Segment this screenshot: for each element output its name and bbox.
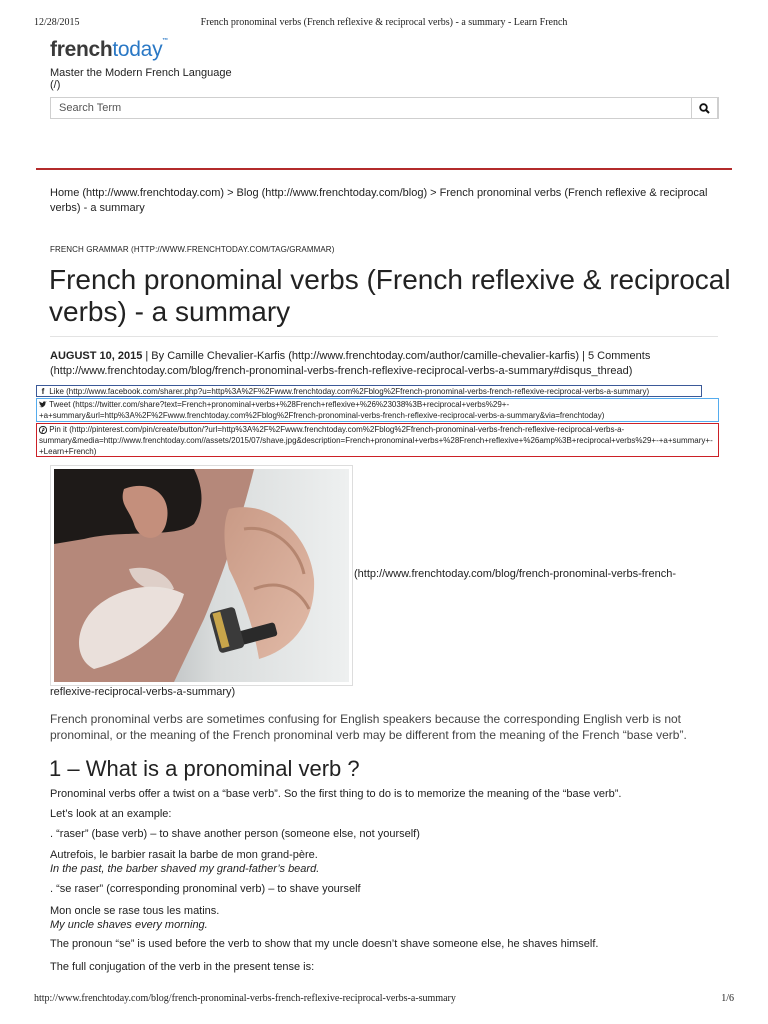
logo-part-1: french [50, 38, 113, 61]
breadcrumb[interactable]: Home (http://www.frenchtoday.com) > Blog (http://www.frenchtoday.com/blog) > French pronominal verbs (French reflexive & reciprocal verbs) - a summary [50, 187, 708, 214]
example-2-french: Mon oncle se rase tous les matins. [50, 905, 220, 917]
search-input[interactable]: Search Term [59, 102, 122, 114]
intro-paragraph: French pronominal verbs are sometimes confusing for English speakers because the corresponding English verb is not pronominal, or the meaning of the French pronominal verb may be different from the meaning of the French “base verb”. [50, 712, 687, 742]
search-button[interactable] [691, 97, 718, 119]
title-divider [50, 336, 718, 337]
example-2 [50, 904, 720, 932]
section-heading: 1 – What is a pronominal verb ? [49, 756, 360, 781]
share-facebook[interactable] [36, 385, 702, 397]
print-page-number: 1/6 [721, 993, 734, 1004]
logo-part-2: today [112, 38, 163, 61]
print-footer-url: http://www.frenchtoday.com/blog/french-pronominal-verbs-french-reflexive-reciprocal-verbs-a-summary [34, 993, 456, 1004]
facebook-icon: f [41, 387, 45, 396]
share-facebook-label: Like (http://www.facebook.com/sharer.php?u=http%3A%2F%2Fwww.frenchtoday.com%2Fblog%2Ffrench-pronominal-verbs-french-reflexive-reciprocal-verbs-a-summary) [49, 387, 650, 396]
site-tagline: Master the Modern French Language [50, 67, 232, 79]
share-pinterest-label: Pin it (http://pinterest.com/pin/create/button/?url=http%3A%2F%2Fwww.frenchtoday.com%2Fblog%2Ffrench-pronominal-verbs-french-reflexive-reciprocal-verbs-a-summary&media=http://www.frenchtoday.com//assets/2015/07/shave.jpg&description=French+pronominal+verbs+%28French+reflexive+%26amp%3B+reciprocal+verbs%29+-+a+summary+-+Learn+French) [39, 425, 713, 456]
search-icon [699, 103, 710, 114]
image-link-part-1[interactable]: (http://www.frenchtoday.com/blog/french-pronominal-verbs-french- [354, 568, 676, 580]
print-title: French pronominal verbs (French reflexive & reciprocal verbs) - a summary - Learn French [200, 17, 568, 28]
paragraph-1: Pronominal verbs offer a twist on a “base verb”. So the first thing to do is to memorize the meaning of the “base verb”. [50, 788, 622, 800]
example-1-french: Autrefois, le barbier rasait la barbe de mon grand-père. [50, 849, 318, 861]
example-1 [50, 848, 720, 876]
header-divider [36, 168, 732, 170]
pinterest-icon [39, 426, 47, 434]
post-date: AUGUST 10, 2015 [50, 350, 143, 362]
category-tag[interactable]: FRENCH GRAMMAR (HTTP://WWW.FRENCHTODAY.COM/TAG/GRAMMAR) [50, 245, 335, 254]
logo-trademark: ™ [162, 38, 168, 44]
paragraph-3: . “raser” (base verb) – to shave another person (someone else, not yourself) [50, 828, 420, 840]
example-2-english: My uncle shaves every morning. [50, 919, 208, 931]
site-logo[interactable] [50, 38, 168, 62]
post-meta [50, 349, 720, 379]
paragraph-8: The full conjugation of the verb in the present tense is: [50, 961, 315, 973]
share-twitter-label: Tweet (https://twitter.com/share?text=French+pronominal+verbs+%28French+reflexive+%26%23038%3B+reciprocal+verbs%29+-+a+summary&url=http%3A%2F%2Fwww.frenchtoday.com%2Fblog%2Ffrench-pronominal-verbs-french-reflexive-reciprocal-verbs-a-summary&via=frenchtoday) [39, 400, 605, 420]
paragraph-5: . “se raser” (corresponding pronominal verb) – to shave yourself [50, 883, 361, 895]
paragraph-7: The pronoun “se” is used before the verb to show that my uncle doesn’t shave someone else, he shaves himself. [50, 938, 599, 950]
post-byline[interactable]: | By Camille Chevalier-Karfis (http://www.frenchtoday.com/author/camille-chevalier-karfis) | 5 Comments (http://www.frenchtoday.com/blog/french-pronominal-verbs-french-reflexive-reciprocal-verbs-a-summary#disqus_thread) [50, 350, 651, 377]
print-date: 12/28/2015 [34, 17, 80, 28]
example-1-english: In the past, the barber shaved my grand-father’s beard. [50, 863, 320, 875]
image-link-part-2[interactable]: reflexive-reciprocal-verbs-a-summary) [50, 686, 236, 698]
search-bar [50, 97, 719, 119]
twitter-icon [39, 401, 47, 408]
shaving-photo [54, 469, 349, 682]
home-link[interactable]: (/) [50, 79, 61, 91]
paragraph-2: Let’s look at an example: [50, 808, 172, 820]
article-image[interactable] [50, 465, 353, 686]
share-twitter[interactable] [36, 398, 719, 422]
share-pinterest[interactable] [36, 423, 719, 457]
page-title: French pronominal verbs (French reflexive & reciprocal verbs) - a summary [49, 264, 731, 327]
